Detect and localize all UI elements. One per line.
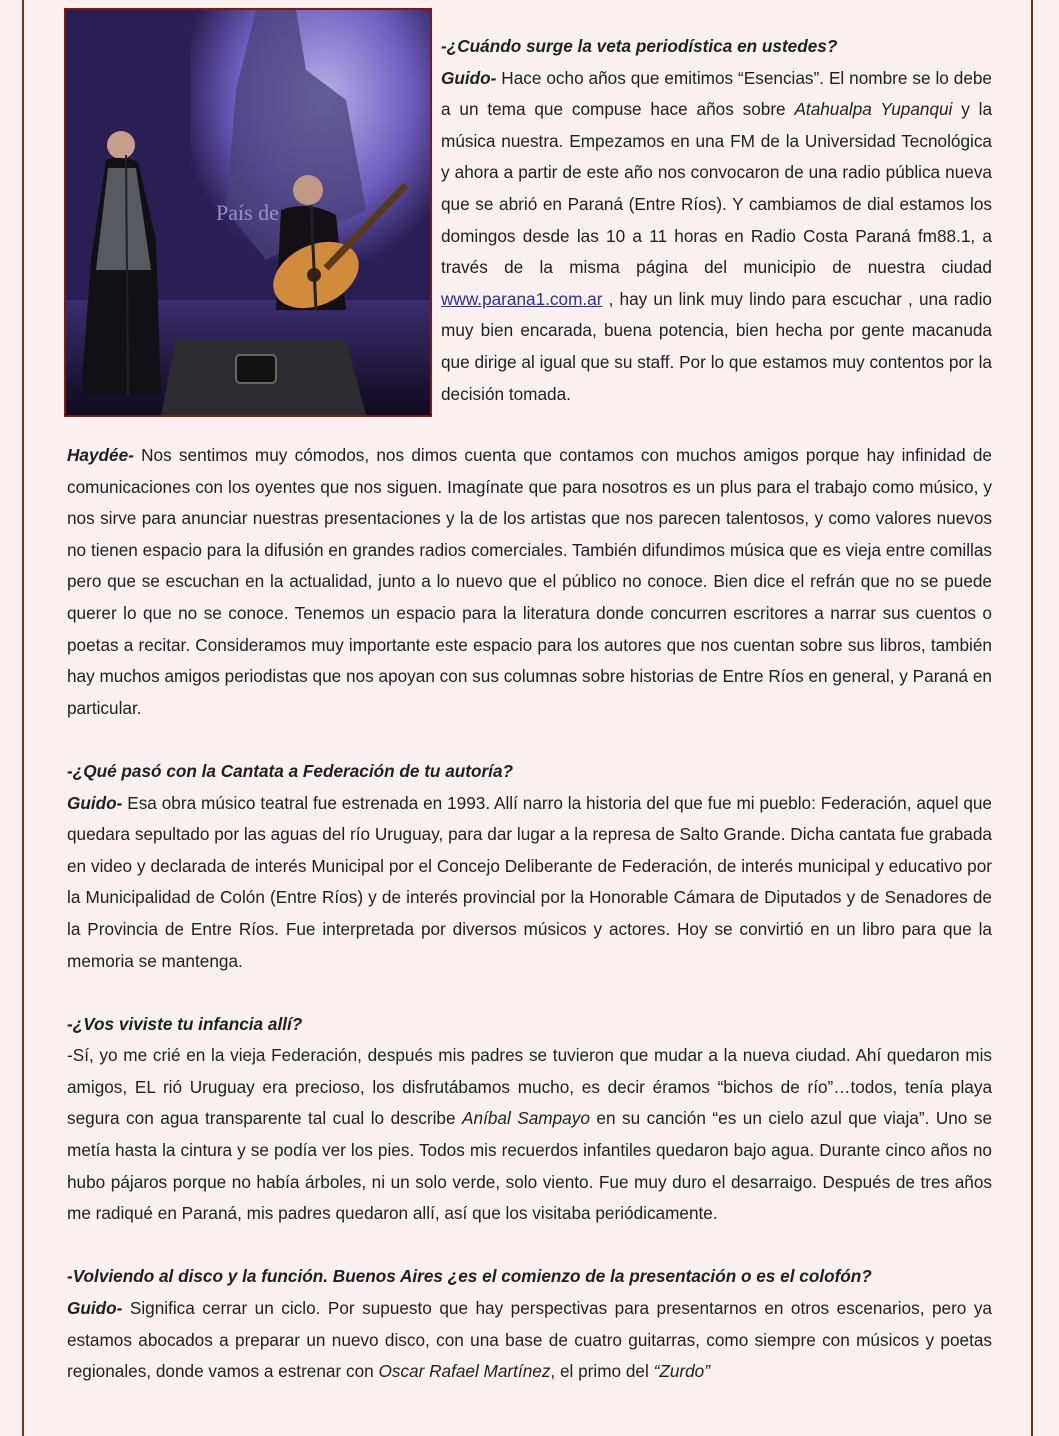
answer-text: Significa cerrar un ciclo. Por supuesto que hay perspectivas para presentarnos en otros escenarios, pero ya estamos abocados a preparar un nuevo disco, con una base de cuatro guitarras, como siempre con músicos y poetas regionales, donde vamos a estrenar con	[67, 1298, 992, 1382]
speaker-guido: Guido-	[67, 1298, 123, 1319]
intro-answer-block	[441, 31, 992, 410]
question-cantata: -¿Qué pasó con la Cantata a Federación de tu autoría?	[67, 760, 514, 781]
backdrop-text: País de	[216, 200, 279, 225]
answer-text: Nos sentimos muy cómodos, nos dimos cuenta que contamos con muchos amigos porque hay infinidad de comunicaciones con los oyentes que nos siguen. Imagínate que para nosotros es un plus para el trabajo como músico, y nos sirve para anunciar nuestras presentaciones y la de los artistas que nos parecen talentosos, y como valores nuevos no tienen espacio para la difusión en grandes radios comerciales. También difundimos música que es vieja entre comillas pero que se escuchan en la actualidad, junto a lo nuevo que el público no conoce. Bien dice el refrán que no se puede querer lo que no se conoce. Tenemos un espacio para la literatura donde concurren escritores a narrar sus cuentos o poetas a recitar. Consideramos muy importante este espacio para los autores que nos cuentan sobre sus libros, también hay muchos amigos periodistas que nos apoyan con sus columnas sobre historias de Entre Ríos en general, y Paraná en particular.	[67, 445, 992, 718]
answer-text: Esa obra músico teatral fue estrenada en 1993. Allí narro la historia del que fue mi pueblo: Federación, aquel que quedara sepultado por las aguas del río Uruguay, para dar lugar a la represa de Salto Grande. Dicha cantata fue grabada en video y declarada de interés Municipal por el Concejo Deliberante de Federación, de interés municipal y educativo por la Municipalidad de Colón (Entre Ríos) y de interés provincial por la Honorable Cámara de Diputados y de Senadores de la Provincia de Entre Ríos. Fue interpretada por diversos músicos y actores. Hoy se convirtió en un libro para que la memoria se mantenga.	[67, 792, 992, 971]
speaker-guido: Guido-	[441, 67, 497, 88]
artist-name: Aníbal Sampayo	[462, 1108, 590, 1129]
answer-text: , hay un link muy lindo para escuchar , una radio muy bien encarada, buena potencia, bien hecha por gente macanuda que dirige al igual que su staff. Por lo que estamos muy contentos por la decisión tomada.	[441, 288, 992, 404]
answer-text: -Sí, yo me crié en la vieja Federación, después mis padres se tuvieron que mudar a la nueva ciudad. Ahí quedaron mis amigos, EL rió Uruguay era precioso, los disfrutábamos mucho, es decir éramos “bichos de río”…todos, tenía playa segura con agua transparente tal cual lo describe	[67, 1045, 992, 1129]
question-veta-periodistica: -¿Cuándo surge la veta periodística en ustedes?	[441, 36, 838, 56]
radio-website-link[interactable]: www.parana1.com.ar	[441, 288, 603, 309]
concert-photo	[64, 8, 432, 417]
answer-text: , el primo del	[550, 1361, 654, 1382]
main-body	[67, 440, 992, 1388]
speaker-guido: Guido-	[67, 792, 123, 813]
answer-text: y la música nuestra. Empezamos en una FM de la Universidad Tecnológica y ahora a partir de este año nos convocaron de una radio pública nueva que se abrió en Paraná (Entre Ríos). Y cambiamos de dial estamos los domingos desde las 10 a 11 horas en Radio Costa Paraná fm88.1, a través de la misma página del municipio de nuestra ciudad	[441, 99, 993, 278]
stage-monitor	[161, 340, 366, 415]
answer-text: en su canción “es un cielo azul que viaja”. Uno se metía hasta la cintura y se podía ver los pies. Todos mis recuerdos infantiles quedaron bajo agua. Durante cinco años no hubo pájaros porque no había árboles, ni un solo verde, solo viento. Fue muy duro el desarraigo. Después de tres años me radiqué en Paraná, mis padres quedaron allí, así que los visitaba periódicamente.	[67, 1108, 993, 1224]
person-nickname: “Zurdo”	[653, 1361, 710, 1382]
concert-illustration	[66, 10, 430, 415]
speaker-haydee: Haydée-	[67, 445, 134, 465]
answer-text: Hace ocho años que emitimos “Esencias”. El nombre se lo debe a un tema que compuse hace años sobre	[441, 67, 992, 120]
artist-name: Atahualpa Yupanqui	[794, 99, 953, 120]
person-name: Oscar Rafael Martínez	[378, 1361, 551, 1382]
question-infancia: -¿Vos viviste tu infancia allí?	[67, 1013, 303, 1034]
question-disco-funcion: -Volviendo al disco y la función. Buenos Aires ¿es el comienzo de la presentación o es el colofón?	[67, 1266, 872, 1287]
